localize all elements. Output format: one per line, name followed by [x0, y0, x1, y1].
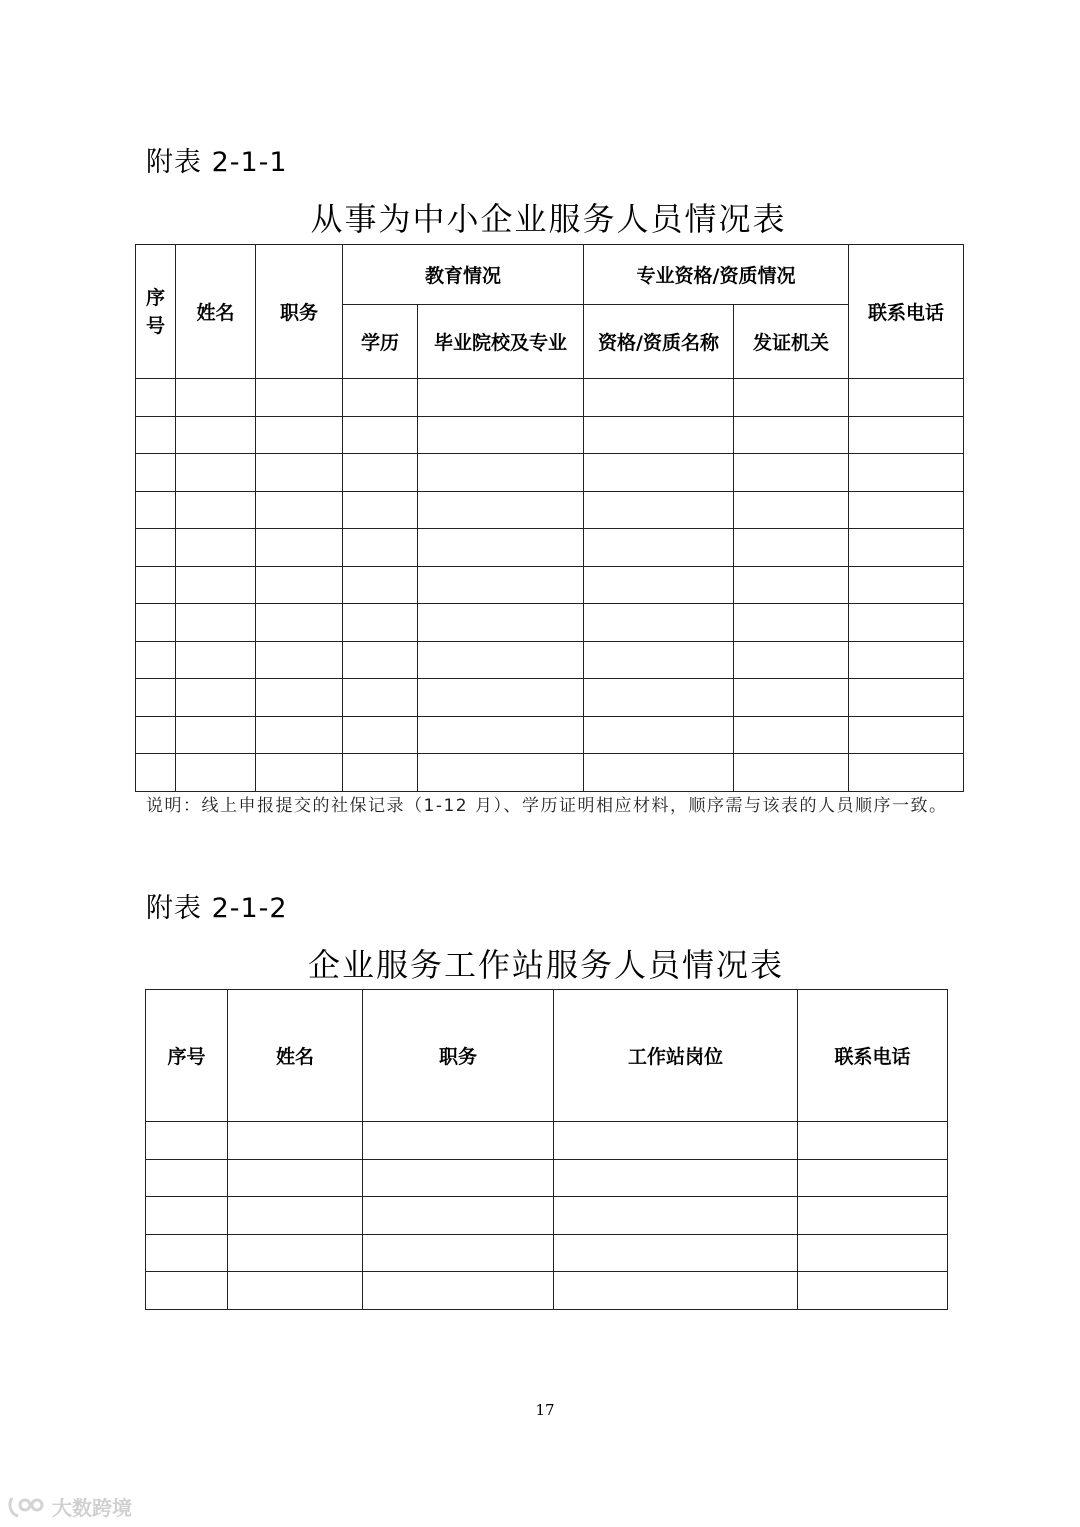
table1-cell	[343, 641, 418, 679]
table2-cell	[228, 1197, 363, 1235]
table1-cell	[849, 641, 964, 679]
table1-cell	[176, 416, 256, 454]
table1-row	[136, 491, 964, 529]
table1-cell	[176, 491, 256, 529]
table2-cell	[798, 1159, 948, 1197]
table1-cell	[136, 454, 176, 492]
table1-cell	[136, 716, 176, 754]
table1-cell	[734, 566, 849, 604]
table1-cell	[584, 491, 734, 529]
table1-cell	[418, 679, 584, 717]
table2-header-name: 姓名	[228, 990, 363, 1122]
table2-row	[146, 1234, 948, 1272]
table2-label: 附表 2-1-2	[146, 893, 288, 924]
table2-row	[146, 1122, 948, 1160]
table1-header-issuer: 发证机关	[734, 305, 849, 379]
table2-cell	[554, 1234, 798, 1272]
table1-cell	[176, 454, 256, 492]
table1-cell	[256, 566, 343, 604]
table1-cell	[343, 491, 418, 529]
table1-cell	[136, 491, 176, 529]
table1-row	[136, 604, 964, 642]
table1-row	[136, 379, 964, 417]
table1-cell	[418, 754, 584, 792]
table1-label: 附表 2-1-1	[146, 147, 288, 178]
table1-cell	[849, 716, 964, 754]
table1-cell	[256, 491, 343, 529]
table2-cell	[554, 1159, 798, 1197]
table1-cell	[418, 566, 584, 604]
table1-row	[136, 529, 964, 567]
table2-cell	[363, 1272, 554, 1310]
table1-cell	[418, 454, 584, 492]
table2-cell	[798, 1122, 948, 1160]
table1-body	[136, 379, 964, 792]
table1-cell	[734, 416, 849, 454]
table1-cell	[136, 604, 176, 642]
table1-cell	[256, 604, 343, 642]
table1-cell	[418, 491, 584, 529]
table1-cell	[849, 491, 964, 529]
table1-cell	[176, 754, 256, 792]
table2-cell	[228, 1272, 363, 1310]
table1-header-seq: 序号	[136, 245, 176, 379]
table1-row	[136, 416, 964, 454]
table1-cell	[849, 604, 964, 642]
table1-cell	[343, 566, 418, 604]
table2-cell	[798, 1272, 948, 1310]
table1-cell	[176, 716, 256, 754]
table2-cell	[363, 1122, 554, 1160]
table1-cell	[256, 529, 343, 567]
table1-cell	[176, 604, 256, 642]
table2-cell	[146, 1197, 228, 1235]
watermark-text: 大数跨境	[52, 1496, 132, 1520]
table1-cell	[136, 754, 176, 792]
table2-cell	[228, 1122, 363, 1160]
table1-cell	[849, 379, 964, 417]
table1-cell	[849, 679, 964, 717]
table1-cell	[136, 379, 176, 417]
table1-cell	[176, 529, 256, 567]
table2-cell	[554, 1122, 798, 1160]
table2-cell	[146, 1122, 228, 1160]
table1-cell	[343, 379, 418, 417]
page-number: 17	[535, 1401, 555, 1419]
table1-row	[136, 566, 964, 604]
table1-row	[136, 679, 964, 717]
table1-header-school-major: 毕业院校及专业	[418, 305, 584, 379]
table1-cell	[256, 379, 343, 417]
table1-cell	[584, 529, 734, 567]
table2-row	[146, 1159, 948, 1197]
table1-cell	[418, 641, 584, 679]
table2-cell	[228, 1234, 363, 1272]
table1-cell	[734, 604, 849, 642]
table1-cell	[418, 604, 584, 642]
table1-cell	[734, 491, 849, 529]
table1-cell	[849, 566, 964, 604]
table2-cell	[798, 1197, 948, 1235]
table2-cell	[554, 1197, 798, 1235]
table2-cell	[554, 1272, 798, 1310]
table1	[135, 244, 964, 792]
table1-cell	[584, 379, 734, 417]
table1-cell	[584, 416, 734, 454]
table1-cell	[136, 641, 176, 679]
table1-cell	[176, 379, 256, 417]
table1-cell	[418, 716, 584, 754]
table1-cell	[343, 529, 418, 567]
table1-cell	[734, 754, 849, 792]
table1-cell	[584, 754, 734, 792]
table1-note: 说明：线上申报提交的社保记录（1-12 月）、学历证明相应材料，顺序需与该表的人员顺序一致。	[146, 796, 948, 816]
table1-cell	[343, 679, 418, 717]
table1-cell	[584, 604, 734, 642]
table1-cell	[418, 529, 584, 567]
table1-cell	[584, 716, 734, 754]
table1-cell	[734, 716, 849, 754]
table1-header-qualification: 专业资格/资质情况	[584, 245, 849, 305]
table1-cell	[176, 566, 256, 604]
table2-header-post: 工作站岗位	[554, 990, 798, 1122]
table1-cell	[343, 454, 418, 492]
table2-header-seq: 序号	[146, 990, 228, 1122]
table2-cell	[146, 1234, 228, 1272]
table1-cell	[584, 454, 734, 492]
table1-cell	[734, 379, 849, 417]
table1-cell	[136, 416, 176, 454]
table2-header-position: 职务	[363, 990, 554, 1122]
table2-body	[146, 1122, 948, 1310]
table1-cell	[584, 566, 734, 604]
table2-cell	[146, 1272, 228, 1310]
table1-cell	[256, 754, 343, 792]
table1-header-qual-name: 资格/资质名称	[584, 305, 734, 379]
table2-cell	[363, 1234, 554, 1272]
table2-cell	[363, 1197, 554, 1235]
table1-row	[136, 641, 964, 679]
table1-cell	[734, 679, 849, 717]
table1-cell	[418, 416, 584, 454]
table1-row	[136, 754, 964, 792]
table1-cell	[343, 604, 418, 642]
table1-cell	[584, 641, 734, 679]
table1-header-degree: 学历	[343, 305, 418, 379]
table1-cell	[256, 454, 343, 492]
table1-header-phone: 联系电话	[849, 245, 964, 379]
table2-title: 企业服务工作站服务人员情况表	[307, 946, 784, 984]
table1-cell	[136, 679, 176, 717]
table1-cell	[734, 529, 849, 567]
table2	[145, 989, 948, 1310]
table1-cell	[849, 529, 964, 567]
table1-cell	[256, 416, 343, 454]
brand-logo-icon	[8, 1494, 46, 1520]
table1-header-name: 姓名	[176, 245, 256, 379]
table2-row	[146, 1272, 948, 1310]
table1-cell	[343, 754, 418, 792]
table1-cell	[136, 529, 176, 567]
table1-cell	[849, 454, 964, 492]
table1-cell	[849, 754, 964, 792]
table1-cell	[734, 454, 849, 492]
table2-cell	[798, 1234, 948, 1272]
table1-row	[136, 716, 964, 754]
table1-cell	[418, 379, 584, 417]
table1-cell	[584, 679, 734, 717]
table2-cell	[363, 1159, 554, 1197]
table1-cell	[734, 641, 849, 679]
table1-cell	[849, 416, 964, 454]
watermark	[8, 1492, 132, 1521]
table2-cell	[228, 1159, 363, 1197]
table1-cell	[256, 679, 343, 717]
table1-cell	[136, 566, 176, 604]
table1-cell	[256, 641, 343, 679]
table1-cell	[176, 679, 256, 717]
table1-header-education: 教育情况	[343, 245, 584, 305]
table1-cell	[343, 416, 418, 454]
table2-cell	[146, 1159, 228, 1197]
table1-header-position: 职务	[256, 245, 343, 379]
table2-row	[146, 1197, 948, 1235]
table1-cell	[176, 641, 256, 679]
table1-cell	[343, 716, 418, 754]
table2-header-phone: 联系电话	[798, 990, 948, 1122]
table1-title: 从事为中小企业服务人员情况表	[310, 200, 787, 238]
table1-cell	[256, 716, 343, 754]
table1-row	[136, 454, 964, 492]
